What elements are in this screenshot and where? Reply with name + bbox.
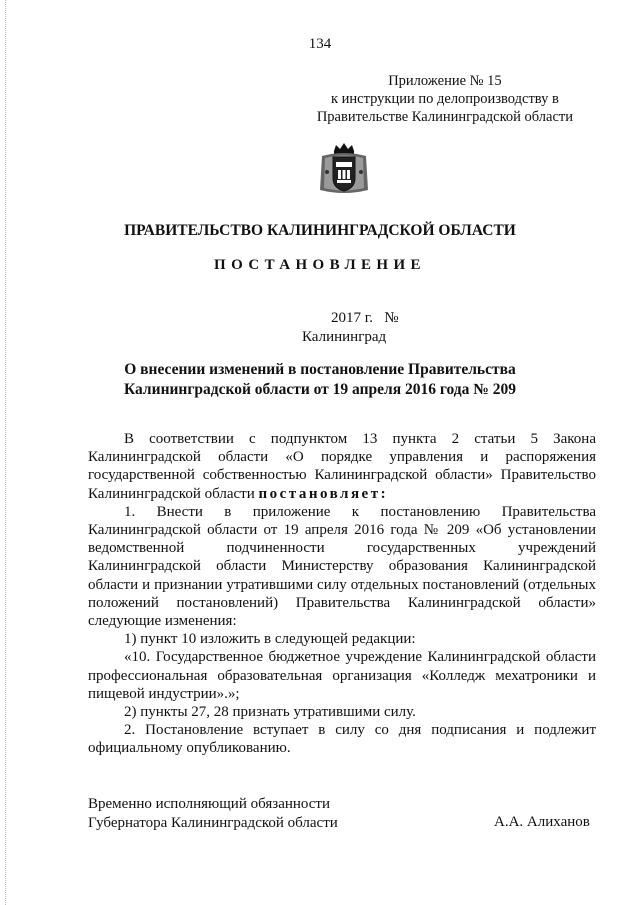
appendix-note bbox=[317, 72, 573, 126]
appendix-line-1: Приложение № 15 bbox=[388, 73, 502, 89]
page-number: 134 bbox=[308, 36, 332, 52]
signatory-position bbox=[88, 795, 338, 833]
preamble-verb: постановляет: bbox=[258, 485, 389, 502]
appendix-line-3: Правительстве Калининградской области bbox=[316, 109, 573, 125]
subject-line-2: Калининградской области от 19 апреля 2016 года № 209 bbox=[124, 381, 516, 398]
signatory-name: А.А. Алиханов bbox=[494, 814, 590, 830]
sub-item-2: 2) пункты 27, 28 признать утратившими силу. bbox=[124, 704, 416, 721]
document-place: Калининград bbox=[302, 329, 387, 345]
document-date: 2017 г. № bbox=[331, 310, 399, 326]
coat-of-arms-icon bbox=[316, 142, 372, 196]
document-body bbox=[88, 430, 596, 758]
preamble-text: В соответствии с подпунктом 13 пункта 2 статьи 5 Закона Калининградской области «О порядке управления и распоряжения государственной собственностью Калининградской области» Правительство Калининградской области bbox=[88, 431, 596, 502]
item-2: 2. Постановление вступает в силу со дня подписания и подлежит официальному опубликованию. bbox=[88, 722, 596, 757]
sub-item-1-text: «10. Государственное бюджетное учреждение Калининградской области профессиональная образовательная организация «Колледж мехатроники и пищевой индустрии».»; bbox=[88, 649, 596, 702]
document-type: ПОСТАНОВЛЕНИЕ bbox=[214, 257, 426, 273]
scan-margin-line bbox=[5, 0, 7, 905]
document-subject bbox=[0, 360, 640, 400]
item-1: 1. Внести в приложение к постановлению Правительства Калининградской области от 19 апреля 2016 года № 209 «Об установлении ведомственной подчиненности государственных учреждений Калининградской области Министерству образования Калининградской области и признании утратившими силу отдельных постановлений (отдельных положений постановлений) Правительства Калининградской области» следующие изменения: bbox=[88, 503, 596, 630]
organization-title: ПРАВИТЕЛЬСТВО КАЛИНИНГРАДСКОЙ ОБЛАСТИ bbox=[124, 222, 516, 239]
sub-item-1: 1) пункт 10 изложить в следующей редакции: bbox=[124, 631, 416, 648]
signatory-position-line-2: Губернатора Калининградской области bbox=[88, 815, 338, 831]
preamble-paragraph bbox=[88, 430, 596, 503]
signatory-position-line-1: Временно исполняющий обязанности bbox=[88, 796, 331, 812]
subject-line-1: О внесении изменений в постановление Правительства bbox=[124, 361, 516, 378]
appendix-line-2: к инструкции по делопроизводству в bbox=[330, 91, 559, 107]
